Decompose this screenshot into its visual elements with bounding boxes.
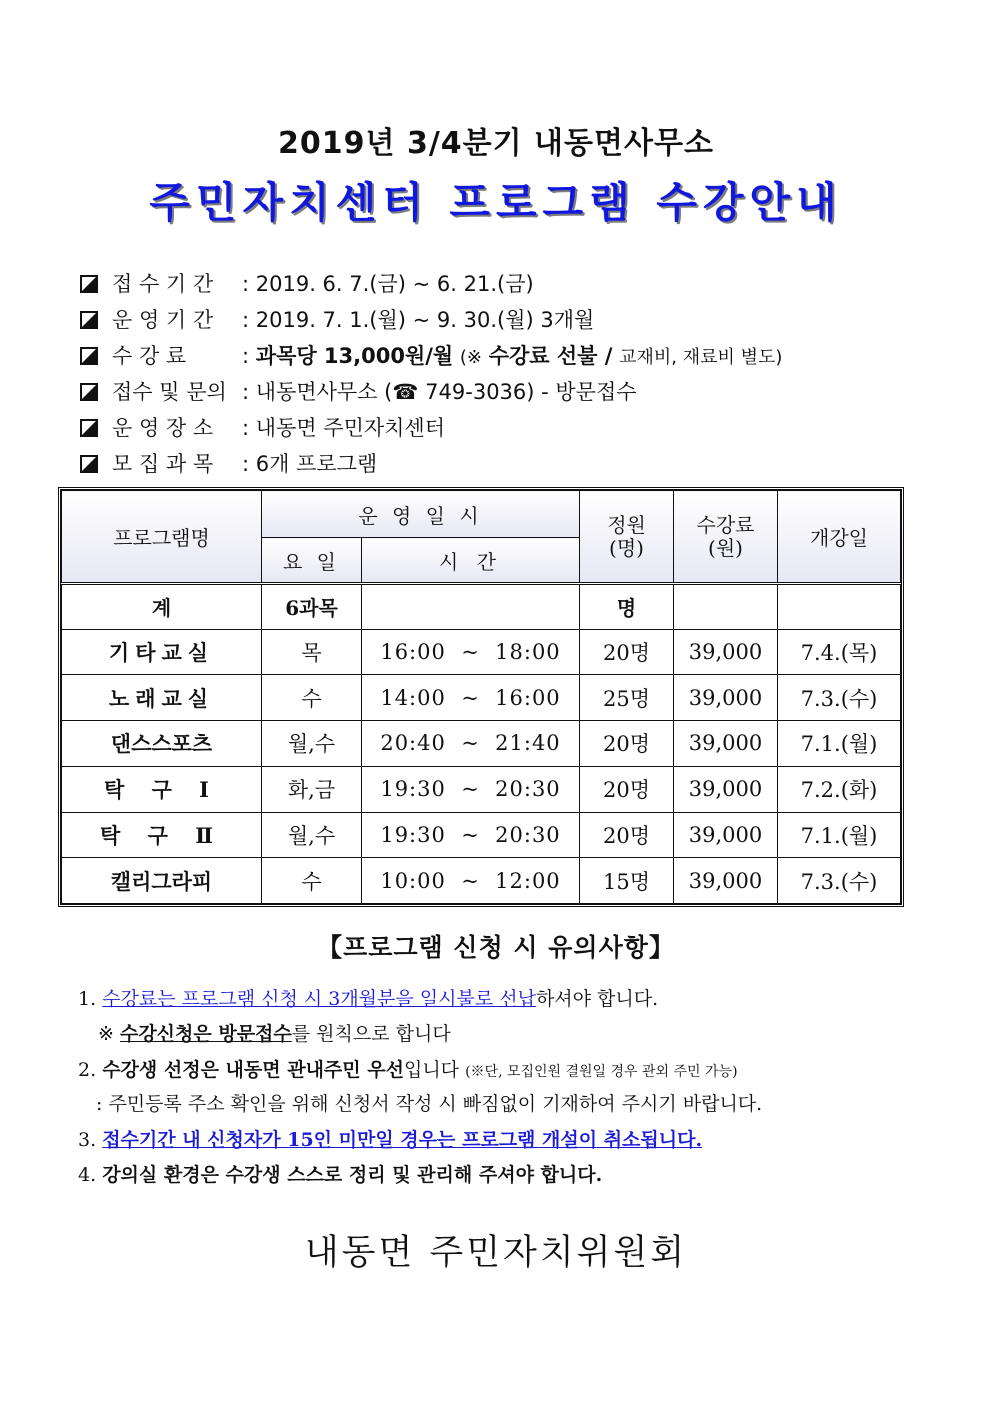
notice-item-3	[78, 1125, 702, 1152]
notice-highlight: 수강신청은 방문접수	[119, 1023, 292, 1045]
notice-item-1	[78, 984, 658, 1011]
table-row	[62, 675, 901, 721]
notice-text: : 주민등록 주소 확인을 위해 신청서 작성 시 빠짐없이 기재하여 주시기 바랍니다.	[96, 1093, 763, 1115]
info-value: : 내동면사무소 (☎ 749-3036) - 방문접수	[242, 380, 637, 404]
notice-number: 3.	[78, 1129, 97, 1151]
header-start: 개강일	[778, 491, 901, 584]
info-fee	[80, 340, 782, 370]
cell-day: 월,수	[262, 812, 362, 858]
notice-number: 4.	[78, 1164, 97, 1186]
cell-day: 화,금	[262, 766, 362, 812]
cell-name: 캘리그라피	[62, 858, 262, 904]
fee-prepay: 수강료 선불 /	[488, 344, 613, 368]
checkbox-mark-icon	[80, 347, 98, 365]
cell-day: 목	[262, 629, 362, 675]
fee-note-open: (※	[459, 347, 483, 368]
cell-time: 14:00 ~ 16:00	[362, 675, 580, 721]
info-label: 운 영 기 간	[112, 308, 214, 332]
info-courses	[80, 448, 377, 478]
table-row	[62, 721, 901, 767]
cell-day: 월,수	[262, 721, 362, 767]
header-day: 요 일	[262, 538, 362, 584]
header-capacity-label: 정원 (명)	[607, 512, 646, 560]
info-value: : 2019. 6. 7.(금) ~ 6. 21.(금)	[242, 272, 534, 296]
notice-text: 를 원칙으로 합니다	[291, 1023, 451, 1045]
cell-name: 계	[62, 584, 262, 630]
header-fee-label: 수강료 (원)	[696, 512, 755, 560]
page-title: 주민자치센터 프로그램 수강안내	[149, 178, 843, 227]
cell-day: 수	[262, 675, 362, 721]
info-value: : 6개 프로그램	[242, 452, 378, 476]
header-time: 시 간	[362, 538, 580, 584]
notice-number: 1.	[78, 988, 97, 1010]
cell-time: 20:40 ~ 21:40	[362, 721, 580, 767]
cell-time: 10:00 ~ 12:00	[362, 858, 580, 904]
notice-text: 강의실 환경은 수강생 스스로 정리 및 관리해 주셔야 합니다.	[102, 1164, 603, 1186]
table-row	[62, 812, 901, 858]
info-operation-period	[80, 304, 594, 334]
cell-capacity: 20명	[580, 812, 674, 858]
cell-capacity: 15명	[580, 858, 674, 904]
signature: 내동면 주민자치위원회	[304, 1233, 688, 1273]
header-operation: 운 영 일 시	[262, 491, 580, 538]
fee-value: 과목당 13,000원/월	[255, 344, 454, 368]
cell-time: 19:30 ~ 20:30	[362, 812, 580, 858]
cell-fee	[674, 584, 778, 630]
cell-name: 탁 구 Ⅰ	[62, 766, 262, 812]
header-capacity	[580, 491, 674, 584]
cell-fee: 39,000	[674, 858, 778, 904]
cell-time: 19:30 ~ 20:30	[362, 766, 580, 812]
cell-name: 기타교실	[62, 629, 262, 675]
notice-number: 2.	[78, 1059, 97, 1081]
cell-start: 7.4.(목)	[778, 629, 901, 675]
info-inquiry	[80, 376, 637, 406]
notice-text: 하셔야 합니다.	[535, 988, 659, 1010]
info-label: 접 수 기 간	[112, 272, 214, 296]
cell-start: 7.1.(월)	[778, 812, 901, 858]
fee-note: 교재비, 재료비 별도)	[619, 347, 783, 368]
checkbox-mark-icon	[80, 455, 98, 473]
info-venue	[80, 412, 445, 442]
header-fee	[674, 491, 778, 584]
checkbox-mark-icon	[80, 311, 98, 329]
notice-highlight: 수강료는 프로그램 신청 시 3개월분을 일시불로 선납	[102, 988, 536, 1010]
header-program: 프로그램명	[62, 491, 262, 584]
table-row	[62, 629, 901, 675]
notice-item-2-note	[96, 1089, 762, 1116]
cell-start: 7.3.(수)	[778, 858, 901, 904]
cell-start: 7.1.(월)	[778, 721, 901, 767]
cell-name: 노래교실	[62, 675, 262, 721]
header-subtitle: 2019년 3/4분기 내동면사무소	[278, 126, 714, 161]
table-row	[62, 858, 901, 904]
cell-fee: 39,000	[674, 629, 778, 675]
reference-mark: ※	[98, 1023, 114, 1045]
cell-capacity: 20명	[580, 721, 674, 767]
cell-capacity: 20명	[580, 766, 674, 812]
cell-day: 수	[262, 858, 362, 904]
info-label: 운 영 장 소	[112, 416, 214, 440]
info-label: 수 강 료	[112, 344, 187, 368]
cell-capacity: 20명	[580, 629, 674, 675]
cell-time	[362, 584, 580, 630]
cell-start: 7.3.(수)	[778, 675, 901, 721]
cell-name: 탁 구 Ⅱ	[62, 812, 262, 858]
cell-day: 6과목	[262, 584, 362, 630]
cell-fee: 39,000	[674, 766, 778, 812]
info-colon: :	[242, 344, 250, 368]
info-value: : 2019. 7. 1.(월) ~ 9. 30.(월) 3개월	[242, 308, 595, 332]
info-value: : 내동면 주민자치센터	[242, 416, 445, 440]
notice-highlight: 접수기간 내 신청자가 15인 미만일 경우는 프로그램 개설이 취소됩니다.	[102, 1129, 703, 1151]
notice-text: 입니다	[403, 1059, 460, 1081]
cell-fee: 39,000	[674, 721, 778, 767]
checkbox-mark-icon	[80, 383, 98, 401]
notice-subnote: (※단, 모집인원 결원일 경우 관외 주민 가능)	[465, 1064, 738, 1080]
notice-item-4	[78, 1160, 602, 1187]
notice-title: 【프로그램 신청 시 유의사항】	[317, 933, 675, 962]
info-label: 모 집 과 목	[112, 452, 214, 476]
cell-start: 7.2.(화)	[778, 766, 901, 812]
table-row-total	[62, 584, 901, 630]
cell-name: 댄스스포츠	[62, 721, 262, 767]
checkbox-mark-icon	[80, 275, 98, 293]
notice-highlight: 수강생 선정은 내동면 관내주민 우선	[102, 1059, 404, 1081]
info-label: 접수 및 문의	[112, 380, 227, 404]
cell-fee: 39,000	[674, 812, 778, 858]
cell-capacity: 25명	[580, 675, 674, 721]
notice-item-1-note	[98, 1019, 451, 1046]
notice-item-2	[78, 1055, 738, 1082]
cell-capacity: 명	[580, 584, 674, 630]
cell-fee: 39,000	[674, 675, 778, 721]
cell-start	[778, 584, 901, 630]
schedule-table	[58, 487, 904, 907]
info-reception-period	[80, 268, 534, 298]
cell-time: 16:00 ~ 18:00	[362, 629, 580, 675]
checkbox-mark-icon	[80, 419, 98, 437]
table-row	[62, 766, 901, 812]
